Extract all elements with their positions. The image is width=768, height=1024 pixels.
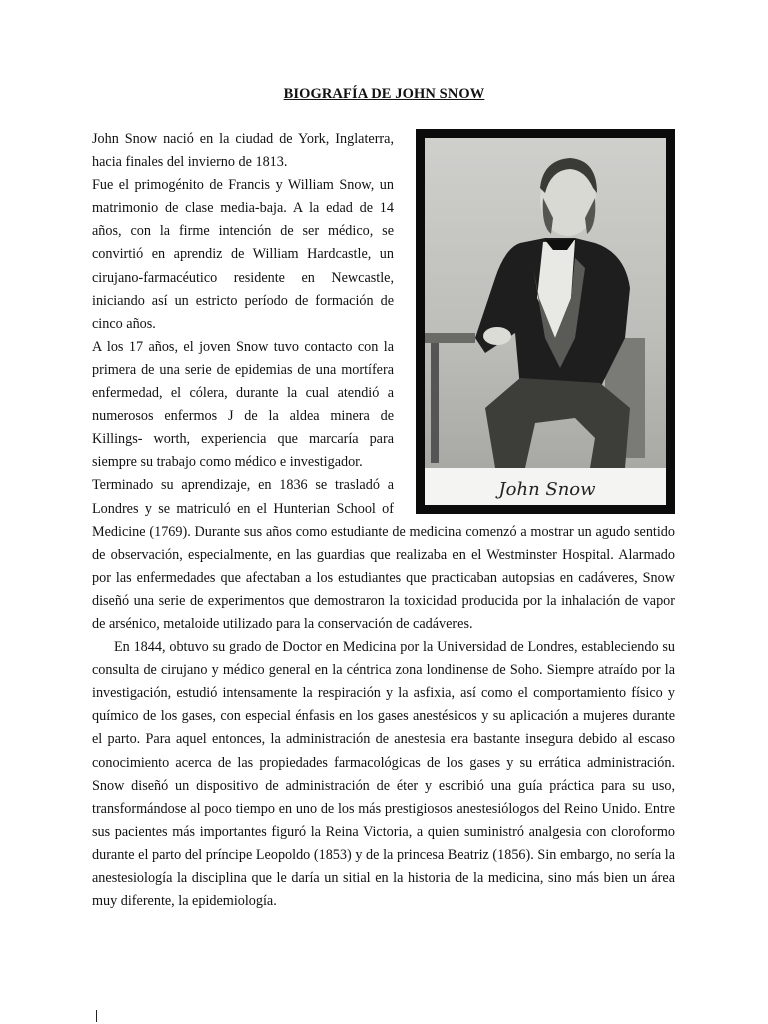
paragraph-1: John Snow nació en la ciudad de York, Inglaterra, hacia finales del invierno de 1813. <box>92 131 394 171</box>
page-margin-mark <box>96 1010 97 1022</box>
signature-text: John Snow <box>498 479 596 500</box>
paragraph-4: Terminado su aprendizaje, en 1836 se trasladó a Londres y se matriculó en el Hunterian School of Medicine (1769). Durante sus años como estudiante de medicina comenzó a mostrar un agudo sentido de observación, especialmente, en las guardias que realizaba en el Westminster Hospital. Alarmado por las enfermedades que afectaban a los estudiantes que practicaban autopsias en cadáveres, Snow diseñó una serie de experimentos que demostraron la toxicidad producida por la inhalación de vapor de arsénico, metaloide utilizado para la conservación de cadáveres. <box>92 477 675 632</box>
portrait-frame <box>416 129 675 514</box>
document-body <box>92 128 675 913</box>
john-snow-portrait-image <box>425 138 666 505</box>
paragraph-3: A los 17 años, el joven Snow tuvo contacto con la primera de una serie de epidemias de una mortífera enfermedad, el cólera, durante la cual atendió a numerosos enfermos J de la aldea minera de Killings- worth, experiencia que marcaría para siempre su trabajo como médico e investigador. <box>92 338 394 471</box>
portrait-photo <box>425 138 666 505</box>
paragraph-5: En 1844, obtuvo su grado de Doctor en Medicina por la Universidad de Londres, estableciendo su consulta de cirujano y médico general en la céntrica zona londinense de Soho. Siempre atraído por la investigación, estudió intensamente la respiración y la asfixia, así como el comportamiento físico y químico de los gases, con especial énfasis en los gases anestésicos y su aplicación a mujeres durante el parto. Para aquel entonces, la administración de anestesia era bastante insegura debido al escaso conocimiento acerca de las propiedades farmacológicas de los gases y su errática administración. Snow diseñó un dispositivo de administración de éter y escribió una guía práctica para su uso, transformándose al poco tiempo en uno de los más prestigiosos anestesiólogos del Reino Unido. Entre sus pacientes más importantes figuró la Reina Victoria, a quien suministró analgesia con cloroformo durante el parto del príncipe Leopoldo (1853) y de la princesa Beatriz (1856). Sin embargo, no sería la anestesiología la disciplina que le daría un sitial en la historia de la medicina, sino más bien un área muy diferente, la epidemiología. <box>92 639 675 910</box>
paragraph-2: Fue el primogénito de Francis y William Snow, un matrimonio de clase media-baja. A la edad de 14 años, con la firme intención de ser médico, se convirtió en aprendiz de William Hardcastle, un cirujano-farmacéutico residente en Newcastle, iniciando así un estricto período de formación de cinco años. <box>92 177 394 332</box>
document-title: BIOGRAFÍA DE JOHN SNOW <box>283 86 485 102</box>
